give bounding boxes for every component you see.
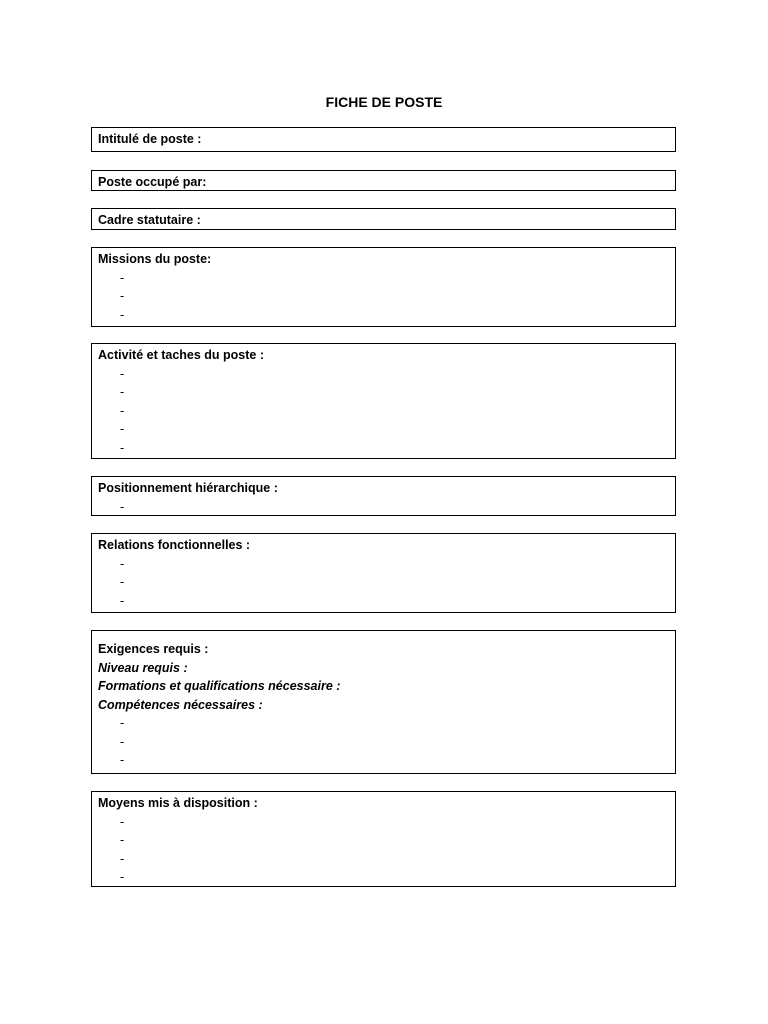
list-item: - — [120, 833, 125, 847]
competences-list — [98, 714, 675, 770]
activite-label: Activité et taches du poste : — [98, 348, 265, 362]
exigences-section — [91, 630, 676, 774]
list-item: - — [120, 556, 125, 571]
list-item: - — [120, 307, 125, 322]
missions-label: Missions du poste: — [98, 252, 212, 266]
list-item: - — [120, 716, 125, 730]
moyens-list — [98, 813, 675, 887]
poste-occupe-section — [91, 170, 676, 191]
list-item: - — [120, 289, 125, 303]
relations-label: Relations fonctionnelles : — [98, 538, 251, 552]
list-item: - — [120, 593, 125, 608]
list-item: - — [120, 814, 125, 829]
cadre-section — [91, 208, 676, 230]
activite-section — [91, 343, 676, 459]
positionnement-list — [98, 498, 675, 517]
missions-list — [98, 269, 675, 325]
relations-section — [91, 533, 676, 613]
list-item: - — [120, 499, 125, 514]
list-item: - — [120, 575, 125, 589]
formations-label: Formations et qualifications nécessaire : — [98, 679, 341, 693]
positionnement-section — [91, 476, 676, 516]
list-item: - — [120, 403, 125, 418]
list-item: - — [120, 851, 125, 866]
list-item: - — [120, 385, 125, 399]
poste-occupe-label: Poste occupé par: — [98, 175, 207, 189]
list-item: - — [120, 422, 125, 436]
cadre-label: Cadre statutaire : — [98, 213, 201, 227]
moyens-section — [91, 791, 676, 887]
intitule-section — [91, 127, 676, 152]
exigences-label: Exigences requis : — [98, 642, 209, 656]
list-item: - — [120, 440, 125, 455]
niveau-requis-label: Niveau requis : — [98, 660, 188, 675]
list-item: - — [120, 270, 125, 285]
list-item: - — [120, 870, 125, 884]
intitule-label: Intitulé de poste : — [98, 132, 202, 146]
moyens-label: Moyens mis à disposition : — [98, 796, 258, 810]
list-item: - — [120, 366, 125, 381]
list-item: - — [120, 734, 125, 749]
relations-list — [98, 555, 675, 611]
positionnement-label: Positionnement hiérarchique : — [98, 481, 278, 495]
missions-section — [91, 247, 676, 327]
page-title: FICHE DE POSTE — [325, 94, 443, 110]
activite-list — [98, 365, 675, 458]
competences-label: Compétences nécessaires : — [98, 697, 263, 712]
list-item: - — [120, 753, 125, 767]
